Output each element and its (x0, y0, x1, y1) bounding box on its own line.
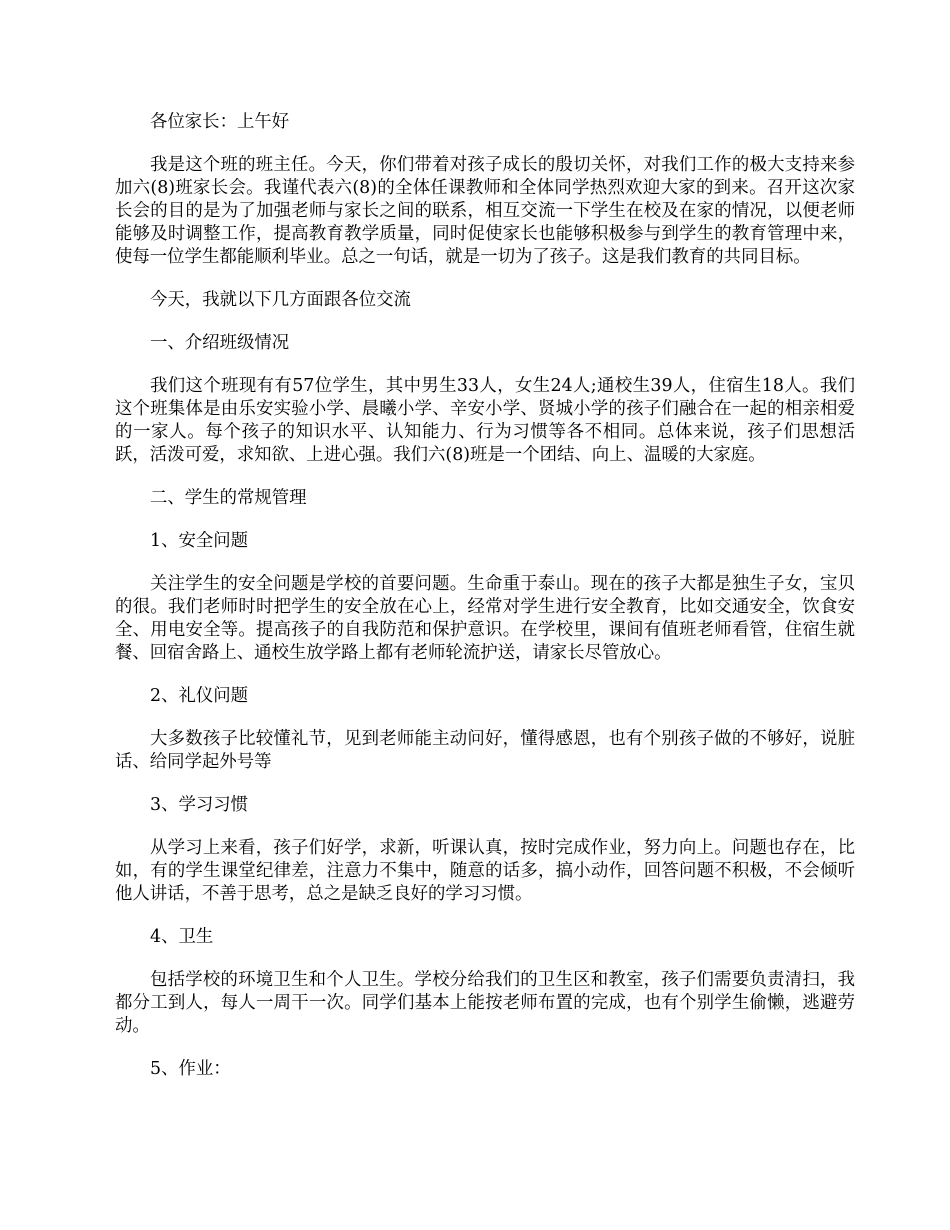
safety-paragraph: 关注学生的安全问题是学校的首要问题。生命重于泰山。现在的孩子大都是独生子女，宝贝的很。我们老师时时把学生的安全放在心上，经常对学生进行安全教育，比如交通安全，饮食安全、用电安全等。提高孩子的自我防范和保护意识。在学校里，课间有值班老师看管，住宿生就餐、回宿舍路上、通校生放学路上都有老师轮流护送，请家长尽管放心。 (115, 574, 855, 663)
class-info-paragraph: 我们这个班现有有57位学生，其中男生33人，女生24人;通校生39人，住宿生18人。我们这个班集体是由乐安实验小学、晨曦小学、辛安小学、贤城小学的孩子们融合在一起的相亲相爱的一家人。每个孩子的知识水平、认知能力、行为习惯等各不相同。总体来说，孩子们思想活跃，活泼可爱，求知欲、上进心强。我们六(8)班是一个团结、向上、温暖的大家庭。 (115, 376, 855, 465)
hygiene-paragraph: 包括学校的环境卫生和个人卫生。学校分给我们的卫生区和教室，孩子们需要负责清扫，我都分工到人，每人一周干一次。同学们基本上能按老师布置的完成，也有个别学生偷懒，逃避劳动。 (115, 970, 855, 1036)
study-habits-paragraph: 从学习上来看，孩子们好学，求新，听课认真，按时完成作业，努力向上。问题也存在，比如，有的学生课堂纪律差，注意力不集中，随意的话多，搞小动作，回答问题不积极，不会倾听他人讲话，不善于思考，总之是缺乏良好的学习习惯。 (115, 838, 855, 904)
subheading-etiquette: 2、礼仪问题 (150, 686, 249, 706)
subheading-study-habits: 3、学习习惯 (150, 795, 249, 815)
agenda-line: 今天，我就以下几方面跟各位交流 (150, 290, 411, 310)
greeting: 各位家长：上午好 (150, 112, 290, 132)
section-heading-routine-management: 二、学生的常规管理 (150, 488, 307, 508)
document-body (115, 111, 855, 1101)
subheading-hygiene: 4、卫生 (150, 927, 214, 947)
subheading-safety: 1、安全问题 (150, 531, 249, 551)
intro-paragraph: 我是这个班的班主任。今天，你们带着对孩子成长的殷切关怀，对我们工作的极大支持来参加六(8)班家长会。我谨代表六(8)的全体任课教师和全体同学热烈欢迎大家的到来。召开这次家长会的目的是为了加强老师与家长之间的联系，相互交流一下学生在校及在家的情况，以便老师能够及时调整工作，提高教育教学质量，同时促使家长也能够积极参与到学生的教育管理中来，使每一位学生都能顺利毕业。总之一句话，就是一切为了孩子。这是我们教育的共同目标。 (115, 155, 855, 267)
subheading-homework: 5、作业： (150, 1059, 231, 1079)
section-heading-class-info: 一、介绍班级情况 (150, 333, 290, 353)
etiquette-paragraph: 大多数孩子比较懂礼节，见到老师能主动问好，懂得感恩，也有个别孩子做的不够好，说脏话、给同学起外号等 (115, 729, 855, 772)
